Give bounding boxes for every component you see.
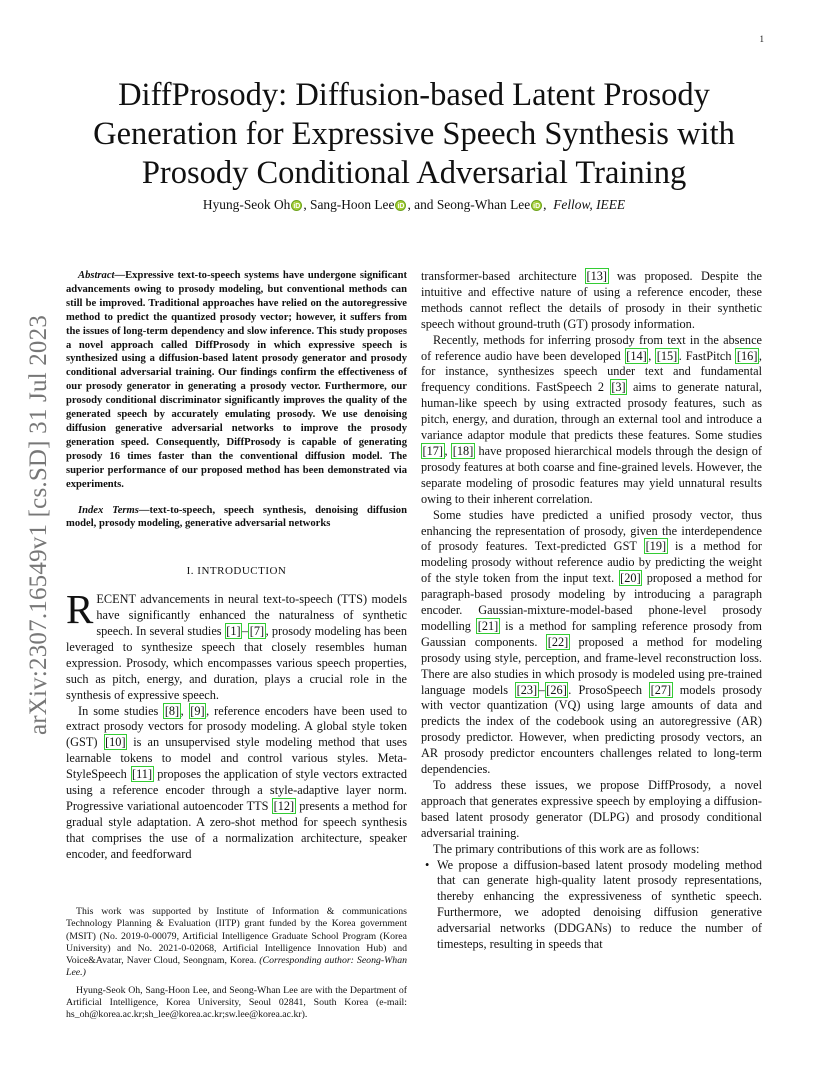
author-separator: , and bbox=[407, 197, 437, 212]
text-run: , for instance, synthesizes speech under text and fundamental frequency conditions. FastSpeech 2 bbox=[421, 348, 762, 395]
text-run: – bbox=[242, 624, 249, 639]
text-run: Some studies have predicted a unified prosody vector, thus enhancing the representation of prosody, given the interdependence of prosody features. Text-predicted GST bbox=[421, 507, 762, 554]
affiliation-footnote: Hyung-Seok Oh, Sang-Hoon Lee, and Seong-Whan Lee are with the Department of Artificial Intelligence, Korea University, Seoul 02841, South Korea (e-mail: hs_oh@korea.ac.kr;sh_lee@korea.ac.kr;sw.lee@korea.ac.kr). bbox=[66, 984, 407, 1021]
citation-link[interactable]: [9] bbox=[190, 703, 205, 718]
citation-link[interactable]: [8] bbox=[164, 703, 180, 718]
title-line: DiffProsody: Diffusion-based Latent Prosody bbox=[118, 77, 710, 113]
citation-link[interactable]: [22] bbox=[547, 634, 569, 649]
citation-link[interactable]: [18] bbox=[452, 443, 474, 458]
section-title-initial: I bbox=[197, 565, 202, 578]
text-run: proposed a method for modeling prosody using style, perception, and frame-level reconstruction loss. There are also studies in which prosody is modeled using pre-trained language models bbox=[421, 634, 762, 697]
index-terms bbox=[66, 504, 407, 532]
text-run: , bbox=[444, 443, 452, 458]
bullet-icon: • bbox=[425, 857, 430, 872]
body-paragraph bbox=[421, 269, 762, 333]
footnotes bbox=[66, 906, 407, 1022]
intro-paragraph-1 bbox=[66, 586, 407, 703]
citation-link[interactable]: [12] bbox=[273, 799, 295, 813]
orcid-icon[interactable]: iD bbox=[395, 200, 406, 211]
list-item bbox=[421, 858, 762, 953]
text-run: This work was supported by Institute of Information & communications Technology Planning & Evaluation (IITP) grant funded by the Korea government (MSIT) (No. 2019-0-00079, Artificial Intelligence Graduate School Program (Korea University) and No. 2021-0-02068, Artificial Intelligence Innovation Hub) and Voice&Avatar, Naver Cloud, Seongnam, Korea. bbox=[66, 906, 407, 967]
section-heading bbox=[66, 564, 407, 580]
intro-paragraph-2 bbox=[66, 704, 407, 863]
text-run: presents a method for gradual style adaptation. A zero-shot method for speech synthesis that comprises the use of a normalization architecture, speaker encoder, and feedforward bbox=[66, 799, 407, 861]
text-run: , prosody modeling has been leveraged to synthesize speech that closely resembles human expression. Prosody, which encompasses various speech properties, such as pitch, energy, and duration, plays a crucial role in the synthesis of expressive speech. bbox=[66, 624, 407, 702]
body-paragraph: The primary contributions of this work are as follows: bbox=[433, 841, 700, 856]
text-run: – bbox=[538, 682, 545, 697]
text-run: was proposed. Despite the intuitive and effective nature of using a reference encoder, these methods cannot reflect the details of prosody in their synthetic speech without ground-truth (GT) prosody information. bbox=[421, 269, 762, 331]
citation-link[interactable]: [7] bbox=[249, 624, 265, 639]
author-separator: , bbox=[303, 197, 311, 212]
text-run: In some studies bbox=[78, 703, 164, 718]
author-title: Fellow, IEEE bbox=[553, 197, 626, 212]
citation-link[interactable]: [10] bbox=[105, 735, 126, 750]
text-run: , bbox=[180, 703, 189, 718]
text-run: is a method for modeling prosody without reference audio by predicting the weight of the style token from the input text. bbox=[421, 539, 762, 586]
section-title-rest: NTRODUCTION bbox=[201, 565, 287, 578]
text-run: , reference encoders have been used to extract prosody vectors for prosody modeling. A global style token (GST) bbox=[66, 703, 407, 750]
author-name: Seong-Whan Lee bbox=[436, 197, 531, 212]
left-column bbox=[66, 269, 407, 863]
drop-cap: R bbox=[66, 586, 94, 633]
citation-link[interactable]: [20] bbox=[620, 571, 641, 586]
citation-link[interactable]: [27] bbox=[650, 682, 672, 697]
text-run: ECENT advancements in neural text-to-speech (TTS) models have significantly enhanced the naturalness of synthetic speech. In several studies bbox=[96, 592, 407, 639]
citation-link[interactable]: [21] bbox=[477, 618, 499, 633]
citation-link[interactable]: [15] bbox=[656, 348, 678, 363]
body-paragraph bbox=[421, 508, 762, 778]
index-terms-text: —text-to-speech, speech synthesis, denoising diffusion model, prosody modeling, generative adversarial networks bbox=[66, 504, 407, 530]
arxiv-identifier bbox=[16, 290, 62, 760]
text-run: , bbox=[648, 348, 656, 363]
citation-link[interactable]: [1] bbox=[226, 624, 241, 639]
text-run: is a method for sampling reference prosody from Gaussian components. bbox=[421, 618, 762, 649]
author-list: Hyung-Seok Oh iD , Sang-Hoon Lee iD , and Seong-Whan Lee iD , Fellow, IEEE bbox=[202, 197, 626, 212]
citation-link[interactable]: [23] bbox=[516, 682, 538, 697]
citation-link[interactable]: [14] bbox=[626, 348, 647, 363]
orcid-icon[interactable]: iD bbox=[531, 200, 542, 211]
paper-title bbox=[60, 76, 768, 193]
citation-link[interactable]: [19] bbox=[645, 539, 667, 554]
body-paragraph: To address these issues, we propose DiffProsody, a novel approach that generates expressive speech by employing a diffusion-based latent prosody generator (DLPG) and prosody conditional adversarial training. bbox=[421, 778, 762, 840]
title-line: Prosody Conditional Adversarial Training bbox=[141, 155, 687, 191]
page-number: 1 bbox=[759, 34, 764, 44]
abstract-label: Abstract bbox=[78, 270, 115, 281]
text-run: models prosody with vector quantization (VQ) using large amounts of data and predicts the index of the codebook using an autoregressive (AR) prosody predictor. However, when predicting prosody vectors, an AR prosody predictor encounters challenges related to long-term dependencies. bbox=[421, 682, 762, 777]
contributions-list bbox=[421, 858, 762, 953]
citation-link[interactable]: [3] bbox=[611, 380, 626, 395]
corresponding-author-note: (Corresponding author: Seong-Whan Lee.) bbox=[66, 955, 407, 979]
title-line: Generation for Expressive Speech Synthesis with bbox=[93, 116, 735, 152]
author-name: Hyung-Seok Oh bbox=[202, 197, 291, 212]
text-run: have proposed hierarchical models through the design of prosody features at both coarse and fine-grained levels. However, the separate modeling of prosodic features may yield unnatural results owing to their inherent correlation. bbox=[421, 443, 762, 506]
citation-link[interactable]: [17] bbox=[422, 443, 443, 458]
text-run: aims to generate natural, human-like speech by using extracted prosody features, such as pitch, energy, and duration, through an external tool and introduce a variance adaptor module that predicts these features. Some studies bbox=[421, 380, 762, 443]
funding-footnote bbox=[66, 906, 407, 980]
text-run: . FastPitch bbox=[678, 348, 736, 363]
text-run: . ProsoSpeech bbox=[568, 682, 650, 697]
text-run: Recently, methods for inferring prosody from text in the absence of reference audio have been developed bbox=[421, 332, 762, 363]
arxiv-identifier-text: arXiv:2307.16549v1 [cs.SD] 31 Jul 2023 bbox=[25, 314, 53, 736]
section-number: I. bbox=[186, 565, 198, 578]
text-run: transformer-based architecture bbox=[421, 269, 586, 283]
citation-link[interactable]: [26] bbox=[546, 682, 567, 697]
text-run: proposes the application of style vectors extracted using a reference encoder through a style-adaptive layer norm. Progressive variational autoencoder TTS bbox=[66, 767, 407, 813]
abstract-text: —Expressive text-to-speech systems have undergone significant advancements owing to prosody modeling, but conventional methods can still be improved. Traditional approaches have relied on the autoregressive method to predict the quantized prosody vector; however, it suffers from the issues of long-term dependency and slow inference. This study proposes a novel approach called DiffProsody in which expressive speech is synthesized using a diffusion-based latent prosody generator and prosody conditional adversarial training. Our findings confirm the effectiveness of our prosody generator in generating a prosody vector. Furthermore, our prosody conditional discriminator significantly improves the quality of the generated speech by accurately emulating prosody. We use denoising diffusion generative adversarial networks to improve the prosody generation speed. Consequently, DiffProsody is capable of generating prosody 16 times faster than the conventional diffusion model. The superior performance of our proposed method has been demonstrated via experiments. bbox=[66, 270, 407, 490]
abstract bbox=[66, 269, 407, 492]
right-column bbox=[421, 269, 762, 953]
text-run: is an unsupervised style modeling method that uses learnable tokens to model and control various styles. Meta-StyleSpeech bbox=[66, 735, 408, 782]
text-run: proposed a method for paragraph-based prosody modeling by introducing a paragraph encoder. Gaussian-mixture-model-based phone-level prosody modelling bbox=[421, 571, 763, 633]
orcid-icon[interactable]: iD bbox=[291, 200, 302, 211]
author-name: Sang-Hoon Lee bbox=[310, 197, 395, 212]
citation-link[interactable]: [16] bbox=[736, 348, 758, 363]
citation-link[interactable]: [13] bbox=[586, 269, 608, 283]
index-terms-label: Index Terms bbox=[78, 504, 139, 516]
body-paragraph bbox=[421, 333, 762, 508]
citation-link[interactable]: [11] bbox=[132, 767, 153, 782]
text-run: We propose a diffusion-based latent prosody modeling method that can generate high-quality latent prosody representations, thereby enhancing the expressiveness of synthetic speech. Furthermore, we adopted denoising diffusion generative adversarial networks (DDGANs) to reduce the number of timesteps, resulting in speeds that bbox=[437, 857, 762, 952]
